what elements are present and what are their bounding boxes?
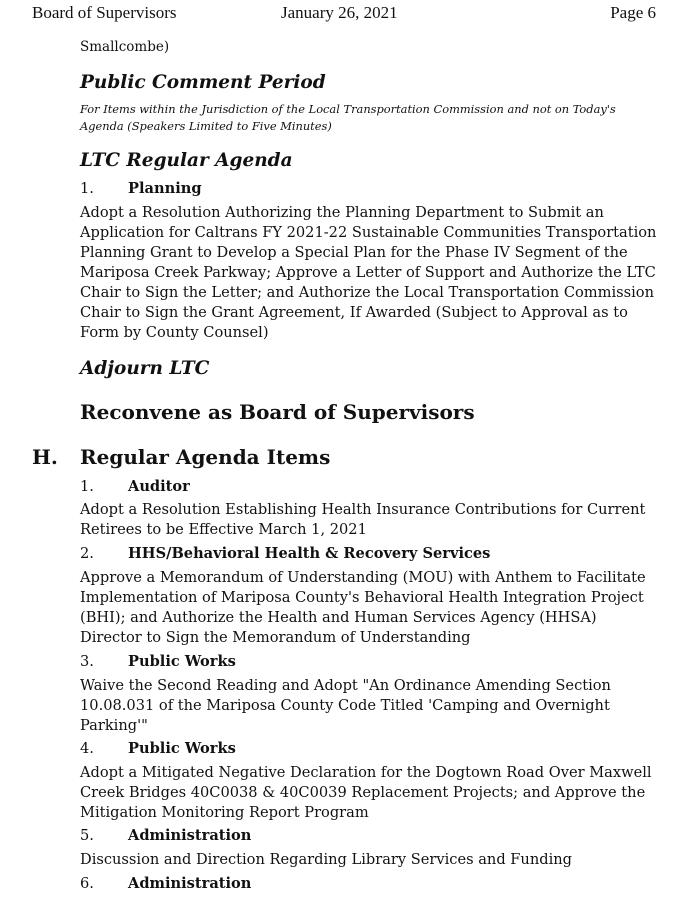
agenda-item-text: Adopt a Mitigated Negative Declaration for the Dogtown Road Over Maxwell Creek Bridges 40C0038 & 40C0039 Replacement Projects; and Approve the Mitigation Monitoring Report Program <box>80 764 652 821</box>
public-comment-heading: Public Comment Period <box>80 72 326 93</box>
agenda-item-title: Auditor <box>128 478 190 495</box>
agenda-item-text: Approve a Memorandum of Understanding (MOU) with Anthem to Facilitate Implementation of Mariposa County's Behavioral Health Integration Project (BHI); and Authorize the Health and Human Services Agency (HHSA) Director to Sign the Memorandum of Understanding <box>80 569 646 646</box>
agenda-item-number: 4. <box>80 740 94 757</box>
agenda-item-number: 6. <box>80 875 94 892</box>
agenda-item-number: 3. <box>80 653 94 670</box>
agenda-item-title: Administration <box>128 827 252 844</box>
adjourn-ltc-heading: Adjourn LTC <box>80 358 210 379</box>
agenda-item-title: HHS/Behavioral Health & Recovery Services <box>128 545 491 562</box>
agenda-item-number: 5. <box>80 827 94 844</box>
agenda-item-number: 1. <box>80 478 94 495</box>
ltc-item-text: Adopt a Resolution Authorizing the Planning Department to Submit an Application for Caltrans FY 2021-22 Sustainable Communities Transportation Planning Grant to Develop a Special Plan for the Phase IV Segment of the Mariposa Creek Parkway; Approve a Letter of Support and Authorize the LTC Chair to Sign the Letter; and Authorize the Local Transportation Commission Chair to Sign the Grant Agreement, If Awarded (Subject to Approval as to Form by County Counsel) <box>80 204 657 341</box>
agenda-item-title: Administration <box>128 875 252 892</box>
section-letter: H. <box>32 445 58 469</box>
header-page-number: Page 6 <box>610 3 656 22</box>
public-comment-note: For Items within the Jurisdiction of the Local Transportation Commission and not on Today's Agenda (Speakers Limited to Five Minutes) <box>80 102 616 133</box>
ltc-item-title: Planning <box>128 180 202 197</box>
agenda-item-text: Adopt a Resolution Establishing Health Insurance Contributions for Current Retirees to be Effective March 1, 2021 <box>80 501 646 538</box>
agenda-item-text: Discussion and Direction Regarding Library Services and Funding <box>80 851 572 868</box>
header-meeting-date: January 26, 2021 <box>281 3 398 22</box>
agenda-item-title: Public Works <box>128 740 236 757</box>
ltc-agenda-heading: LTC Regular Agenda <box>80 150 293 171</box>
header-board-name: Board of Supervisors <box>32 3 177 22</box>
agenda-item-title: Public Works <box>128 653 236 670</box>
agenda-item-number: 2. <box>80 545 94 562</box>
reconvene-heading: Reconvene as Board of Supervisors <box>80 400 475 424</box>
ltc-item-number: 1. <box>80 180 94 197</box>
agenda-item-text: Waive the Second Reading and Adopt "An Ordinance Amending Section 10.08.031 of the Mariposa County Code Titled 'Camping and Overnight Parking'" <box>80 677 611 734</box>
continued-text: Smallcombe) <box>80 39 170 55</box>
section-heading: Regular Agenda Items <box>80 445 331 469</box>
